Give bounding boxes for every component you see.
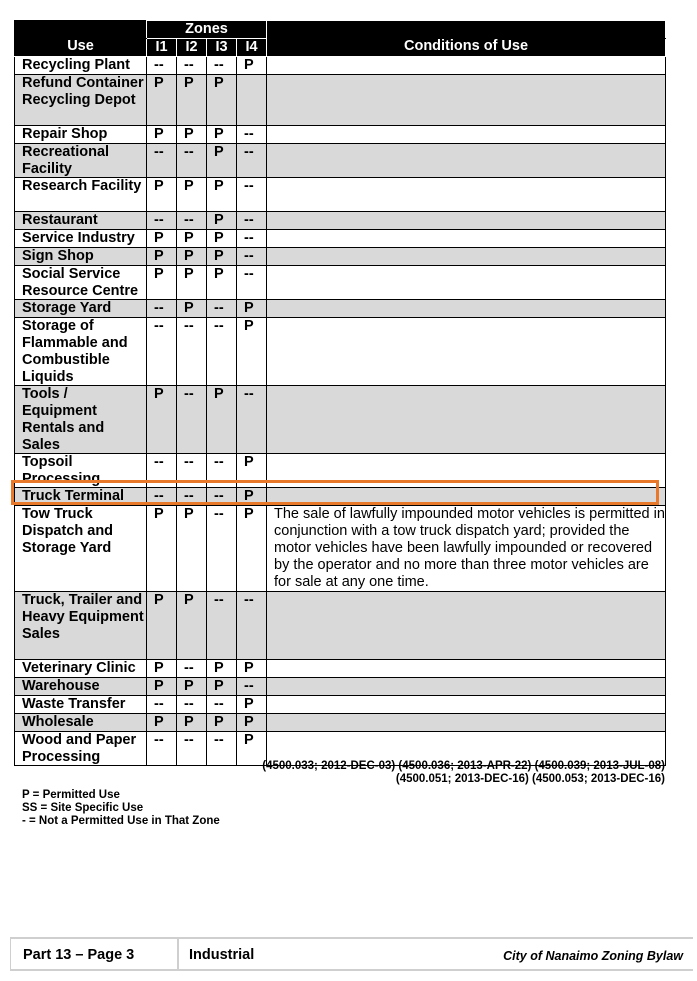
zone-cell-i1: --	[147, 57, 177, 75]
conditions-cell	[267, 266, 666, 300]
table-row	[15, 126, 666, 144]
zone-cell-i1: --	[147, 300, 177, 318]
use-name: Service Industry	[22, 230, 135, 246]
zone-cell-i3: --	[207, 318, 237, 386]
conditions-cell	[267, 300, 666, 318]
conditions-cell	[267, 75, 666, 126]
zone-cell-i4: --	[237, 178, 267, 212]
zone-cell-i2: --	[177, 660, 207, 678]
use-header: Use	[15, 39, 147, 57]
conditions-cell	[267, 212, 666, 230]
zone-cell-i2: --	[177, 212, 207, 230]
table-row	[15, 75, 666, 126]
use-name: Truck Terminal	[22, 488, 125, 504]
zones-header: Zones	[147, 21, 267, 39]
table-row	[15, 488, 666, 506]
use-name: Truck, Trailer and Heavy Equipment Sales	[22, 592, 144, 642]
use-header-top	[15, 21, 147, 39]
zone-cell-i2: P	[177, 592, 207, 660]
zone-cell-i1: P	[147, 714, 177, 732]
use-cell	[15, 178, 147, 212]
use-cell	[15, 266, 147, 300]
zone-cell-i3: P	[207, 266, 237, 300]
table-row	[15, 212, 666, 230]
zone-cell-i2: --	[177, 732, 207, 766]
zone-cell-i1: P	[147, 230, 177, 248]
zone-cell-i4: P	[237, 696, 267, 714]
use-name: Sign Shop	[22, 248, 94, 264]
use-cell	[15, 248, 147, 266]
conditions-cell	[267, 678, 666, 696]
table-row	[15, 318, 666, 386]
table-row	[15, 714, 666, 732]
use-name: Refund Container Recycling Depot	[22, 75, 144, 108]
footer-document-title: City of Nanaimo Zoning Bylaw	[503, 949, 683, 963]
legend	[22, 789, 220, 828]
zone-cell-i2: P	[177, 266, 207, 300]
table-row	[15, 300, 666, 318]
use-cell	[15, 144, 147, 178]
zone-cell-i2: --	[177, 57, 207, 75]
zone-cell-i4: --	[237, 678, 267, 696]
zone-cell-i3: --	[207, 732, 237, 766]
zone-cell-i2: --	[177, 488, 207, 506]
conditions-header: Conditions of Use	[267, 39, 666, 57]
table-row	[15, 454, 666, 488]
conditions-cell	[267, 696, 666, 714]
zone-cell-i1: P	[147, 126, 177, 144]
zone-cell-i4: --	[237, 248, 267, 266]
zone-cell-i4: P	[237, 732, 267, 766]
zone-cell-i4: --	[237, 144, 267, 178]
use-name: Restaurant	[22, 212, 98, 228]
use-name: Wholesale	[22, 714, 94, 730]
table-row	[15, 592, 666, 660]
conditions-cell	[267, 592, 666, 660]
zone-cell-i3: --	[207, 506, 237, 592]
zone-cell-i4: P	[237, 506, 267, 592]
zone-cell-i4: P	[237, 318, 267, 386]
use-cell	[15, 506, 147, 592]
use-cell	[15, 57, 147, 75]
use-name: Wood and Paper Processing	[22, 732, 137, 765]
zone-cell-i2: P	[177, 248, 207, 266]
use-name: Topsoil Processing	[22, 454, 101, 487]
zone-cell-i4: P	[237, 660, 267, 678]
table-row	[15, 57, 666, 75]
zone-cell-i2: --	[177, 454, 207, 488]
use-cell	[15, 230, 147, 248]
conditions-cell	[267, 714, 666, 732]
zone-cell-i1: --	[147, 488, 177, 506]
amendment-line: (4500.033; 2012-DEC-03) (4500.036; 2013-APR-22) (4500.039; 2013-JUL-08)	[262, 760, 665, 772]
zone-cell-i3: P	[207, 178, 237, 212]
zone-cell-i1: --	[147, 732, 177, 766]
use-cell	[15, 488, 147, 506]
zone-cell-i1: --	[147, 454, 177, 488]
use-name: Research Facility	[22, 178, 142, 194]
zone-cell-i3: P	[207, 678, 237, 696]
table-row	[15, 144, 666, 178]
table-row	[15, 266, 666, 300]
conditions-cell	[267, 660, 666, 678]
zone-cell-i2: --	[177, 696, 207, 714]
zone-cell-i4: P	[237, 714, 267, 732]
use-cell	[15, 714, 147, 732]
use-name: Storage Yard	[22, 300, 112, 316]
use-name: Waste Transfer	[22, 696, 126, 712]
zone-cell-i1: P	[147, 266, 177, 300]
zone-cell-i1: --	[147, 696, 177, 714]
zone-cell-i4: P	[237, 57, 267, 75]
zone-cell-i2: P	[177, 300, 207, 318]
use-cell	[15, 300, 147, 318]
zone-header-i1: I1	[147, 39, 177, 57]
zone-cell-i3: --	[207, 300, 237, 318]
conditions-cell	[267, 126, 666, 144]
zone-cell-i1: P	[147, 75, 177, 126]
zone-cell-i4	[237, 75, 267, 126]
zoning-table	[14, 20, 666, 766]
use-name: Recreational Facility	[22, 144, 110, 177]
use-name: Repair Shop	[22, 126, 108, 142]
use-cell	[15, 660, 147, 678]
legend-item: P = Permitted Use	[22, 789, 120, 801]
zone-cell-i3: P	[207, 386, 237, 454]
table-row	[15, 230, 666, 248]
zone-cell-i3: P	[207, 126, 237, 144]
zone-cell-i1: --	[147, 212, 177, 230]
table-row	[15, 678, 666, 696]
zone-cell-i1: P	[147, 660, 177, 678]
amendment-notes	[262, 760, 665, 786]
table-row	[15, 178, 666, 212]
zone-cell-i3: P	[207, 248, 237, 266]
zone-cell-i1: P	[147, 248, 177, 266]
zone-cell-i2: --	[177, 144, 207, 178]
zone-header-i4: I4	[237, 39, 267, 57]
page-footer	[10, 937, 693, 971]
use-name: Social Service Resource Centre	[22, 266, 139, 299]
use-name: Recycling Plant	[22, 57, 130, 73]
conditions-cell	[267, 318, 666, 386]
conditions-header-top	[267, 21, 666, 39]
zone-cell-i4: P	[237, 454, 267, 488]
footer-page-number: Part 13 – Page 3	[23, 947, 135, 963]
table-row	[15, 696, 666, 714]
conditions-cell	[267, 386, 666, 454]
zone-cell-i2: P	[177, 678, 207, 696]
zone-cell-i4: --	[237, 212, 267, 230]
zone-header-i2: I2	[177, 39, 207, 57]
use-name: Storage of Flammable and Combustible Liquids	[22, 318, 128, 385]
zone-cell-i2: P	[177, 178, 207, 212]
conditions-cell	[267, 248, 666, 266]
zone-cell-i2: --	[177, 318, 207, 386]
use-name: Tow Truck Dispatch and Storage Yard	[22, 506, 114, 556]
zone-cell-i3: --	[207, 57, 237, 75]
use-cell	[15, 386, 147, 454]
zone-cell-i1: --	[147, 318, 177, 386]
zone-cell-i1: P	[147, 678, 177, 696]
zone-cell-i4: --	[237, 266, 267, 300]
zone-cell-i3: P	[207, 230, 237, 248]
amendment-line: (4500.051; 2013-DEC-16) (4500.053; 2013-DEC-16)	[395, 773, 665, 785]
conditions-cell	[267, 57, 666, 75]
zone-cell-i4: --	[237, 592, 267, 660]
zone-cell-i3: P	[207, 660, 237, 678]
use-cell	[15, 592, 147, 660]
zone-cell-i1: P	[147, 506, 177, 592]
zone-cell-i2: P	[177, 506, 207, 592]
zone-cell-i1: P	[147, 592, 177, 660]
use-cell	[15, 454, 147, 488]
zone-cell-i2: P	[177, 126, 207, 144]
zone-cell-i4: --	[237, 230, 267, 248]
use-name: Tools / Equipment Rentals and Sales	[22, 386, 105, 453]
use-cell	[15, 678, 147, 696]
table-row	[15, 660, 666, 678]
zone-cell-i3: --	[207, 454, 237, 488]
zone-cell-i2: --	[177, 386, 207, 454]
zone-cell-i3: P	[207, 75, 237, 126]
zone-header-i3: I3	[207, 39, 237, 57]
table-row	[15, 386, 666, 454]
table-row	[15, 506, 666, 592]
legend-item: SS = Site Specific Use	[22, 802, 144, 814]
use-cell	[15, 212, 147, 230]
zone-cell-i4: --	[237, 126, 267, 144]
use-cell	[15, 75, 147, 126]
conditions-cell	[267, 230, 666, 248]
conditions-cell	[267, 488, 666, 506]
table-row	[15, 248, 666, 266]
footer-section: Industrial	[189, 947, 255, 963]
zone-cell-i3: P	[207, 144, 237, 178]
use-cell	[15, 732, 147, 766]
zone-cell-i2: P	[177, 230, 207, 248]
footer-divider	[177, 939, 179, 969]
conditions-cell: The sale of lawfully impounded motor vehicles is permitted in conjunction with a tow truck dispatch yard; provided the motor vehicles have been lawfully impounded or recovered by the operator and no more than three motor vehicles are for sale at any one time.	[267, 506, 666, 592]
legend-item: - = Not a Permitted Use in That Zone	[22, 815, 220, 827]
use-cell	[15, 126, 147, 144]
conditions-cell	[267, 454, 666, 488]
zone-cell-i2: P	[177, 75, 207, 126]
conditions-cell	[267, 144, 666, 178]
zone-cell-i2: P	[177, 714, 207, 732]
zone-cell-i4: P	[237, 300, 267, 318]
zone-cell-i3: P	[207, 212, 237, 230]
zone-cell-i3: --	[207, 592, 237, 660]
zone-cell-i3: P	[207, 714, 237, 732]
zone-cell-i3: --	[207, 488, 237, 506]
zone-cell-i3: --	[207, 696, 237, 714]
conditions-cell	[267, 178, 666, 212]
zone-cell-i1: P	[147, 386, 177, 454]
use-cell	[15, 696, 147, 714]
zone-cell-i1: P	[147, 178, 177, 212]
zone-cell-i4: P	[237, 488, 267, 506]
zone-cell-i4: --	[237, 386, 267, 454]
zone-cell-i1: --	[147, 144, 177, 178]
use-name: Warehouse	[22, 678, 100, 694]
use-name: Veterinary Clinic	[22, 660, 136, 676]
use-cell	[15, 318, 147, 386]
